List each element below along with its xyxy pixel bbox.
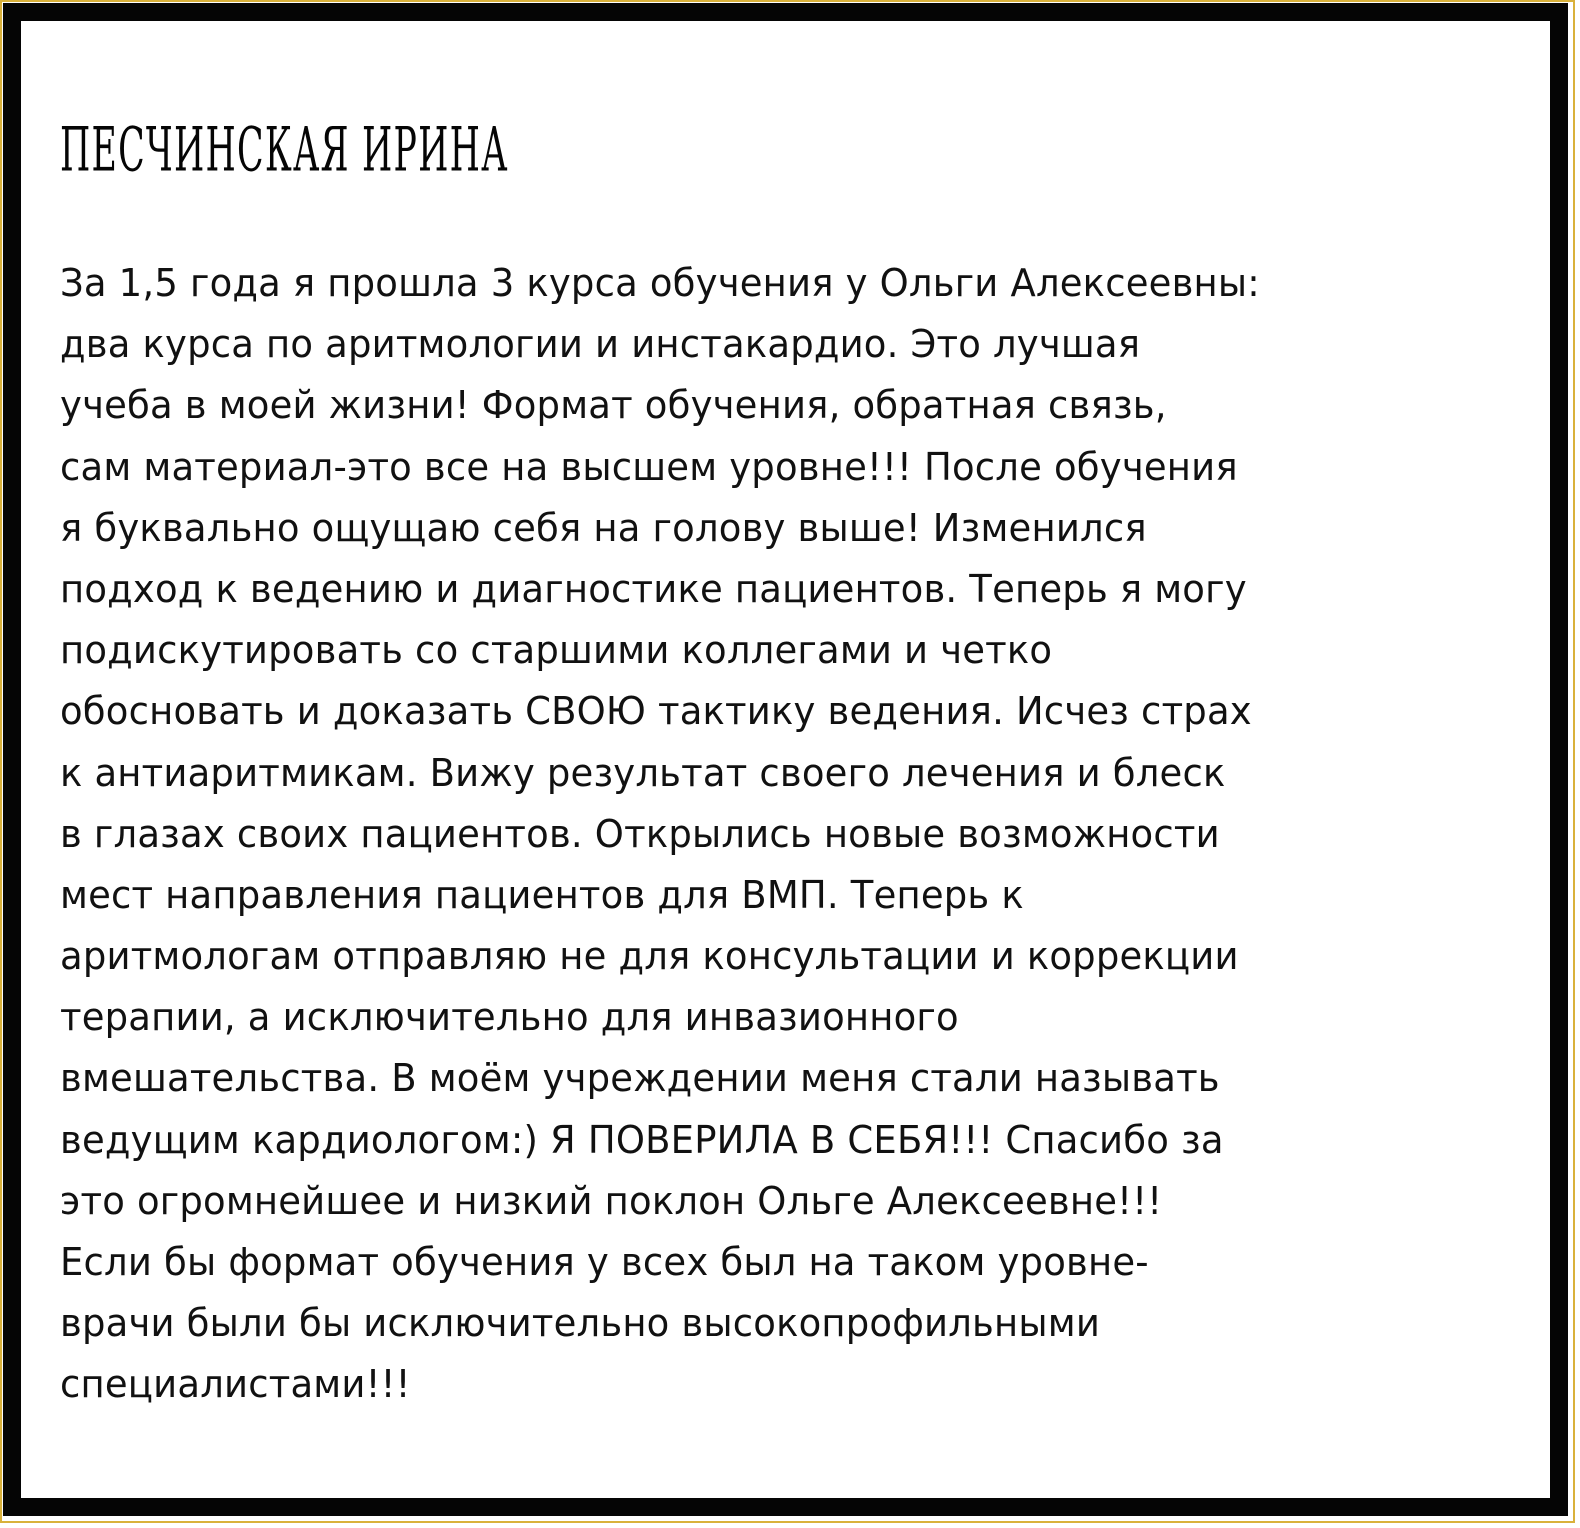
review-line: подискутировать со старшими коллегами и четко xyxy=(60,628,1053,674)
review-line: Если бы формат обучения у всех был на таком уровне- xyxy=(60,1240,1149,1285)
review-line: в глазах своих пациентов. Открылись новые возможности xyxy=(60,811,1220,857)
review-line: это огромнейшее и низкий поклон Ольге Алексеевне!!! xyxy=(60,1178,1163,1224)
review-line: аритмологам отправляю не для консультации и коррекции xyxy=(60,934,1239,980)
review-line: сам материал-это все на высшем уровне!!! После обучения xyxy=(60,444,1238,490)
review-line: специалистами!!! xyxy=(60,1362,411,1408)
review-line: учеба в моей жизни! Формат обучения, обратная связь, xyxy=(60,383,1167,429)
review-line: я буквально ощущаю себя на голову выше! Изменился xyxy=(60,505,1147,551)
review-line: ведущим кардиологом:) Я ПОВЕРИЛА В СЕБЯ!!! Спасибо за xyxy=(60,1117,1224,1163)
reviewer-name-title: ПЕСЧИНСКАЯ ИРИНА xyxy=(60,115,509,186)
review-line: мест направления пациентов для ВМП. Теперь к xyxy=(60,872,1024,918)
review-line: За 1,5 года я прошла 3 курса обучения у Ольги Алексеевны: xyxy=(60,261,1260,306)
review-line: терапии, а исключительно для инвазионного xyxy=(60,995,959,1041)
review-line: подход к ведению и диагностике пациентов. Теперь я могу xyxy=(60,566,1247,612)
review-line: к антиаритмикам. Вижу результат своего лечения и блеск xyxy=(60,750,1226,796)
review-line: обосновать и доказать СВОЮ тактику ведения. Исчез страх xyxy=(60,689,1252,735)
review-line: вмешательства. В моём учреждении меня стали называть xyxy=(60,1056,1220,1102)
review-line: два курса по аритмологии и инстакардио. Это лучшая xyxy=(60,322,1141,368)
review-text xyxy=(60,253,1480,1416)
review-line: врачи были бы исключительно высокопрофильными xyxy=(60,1301,1101,1347)
